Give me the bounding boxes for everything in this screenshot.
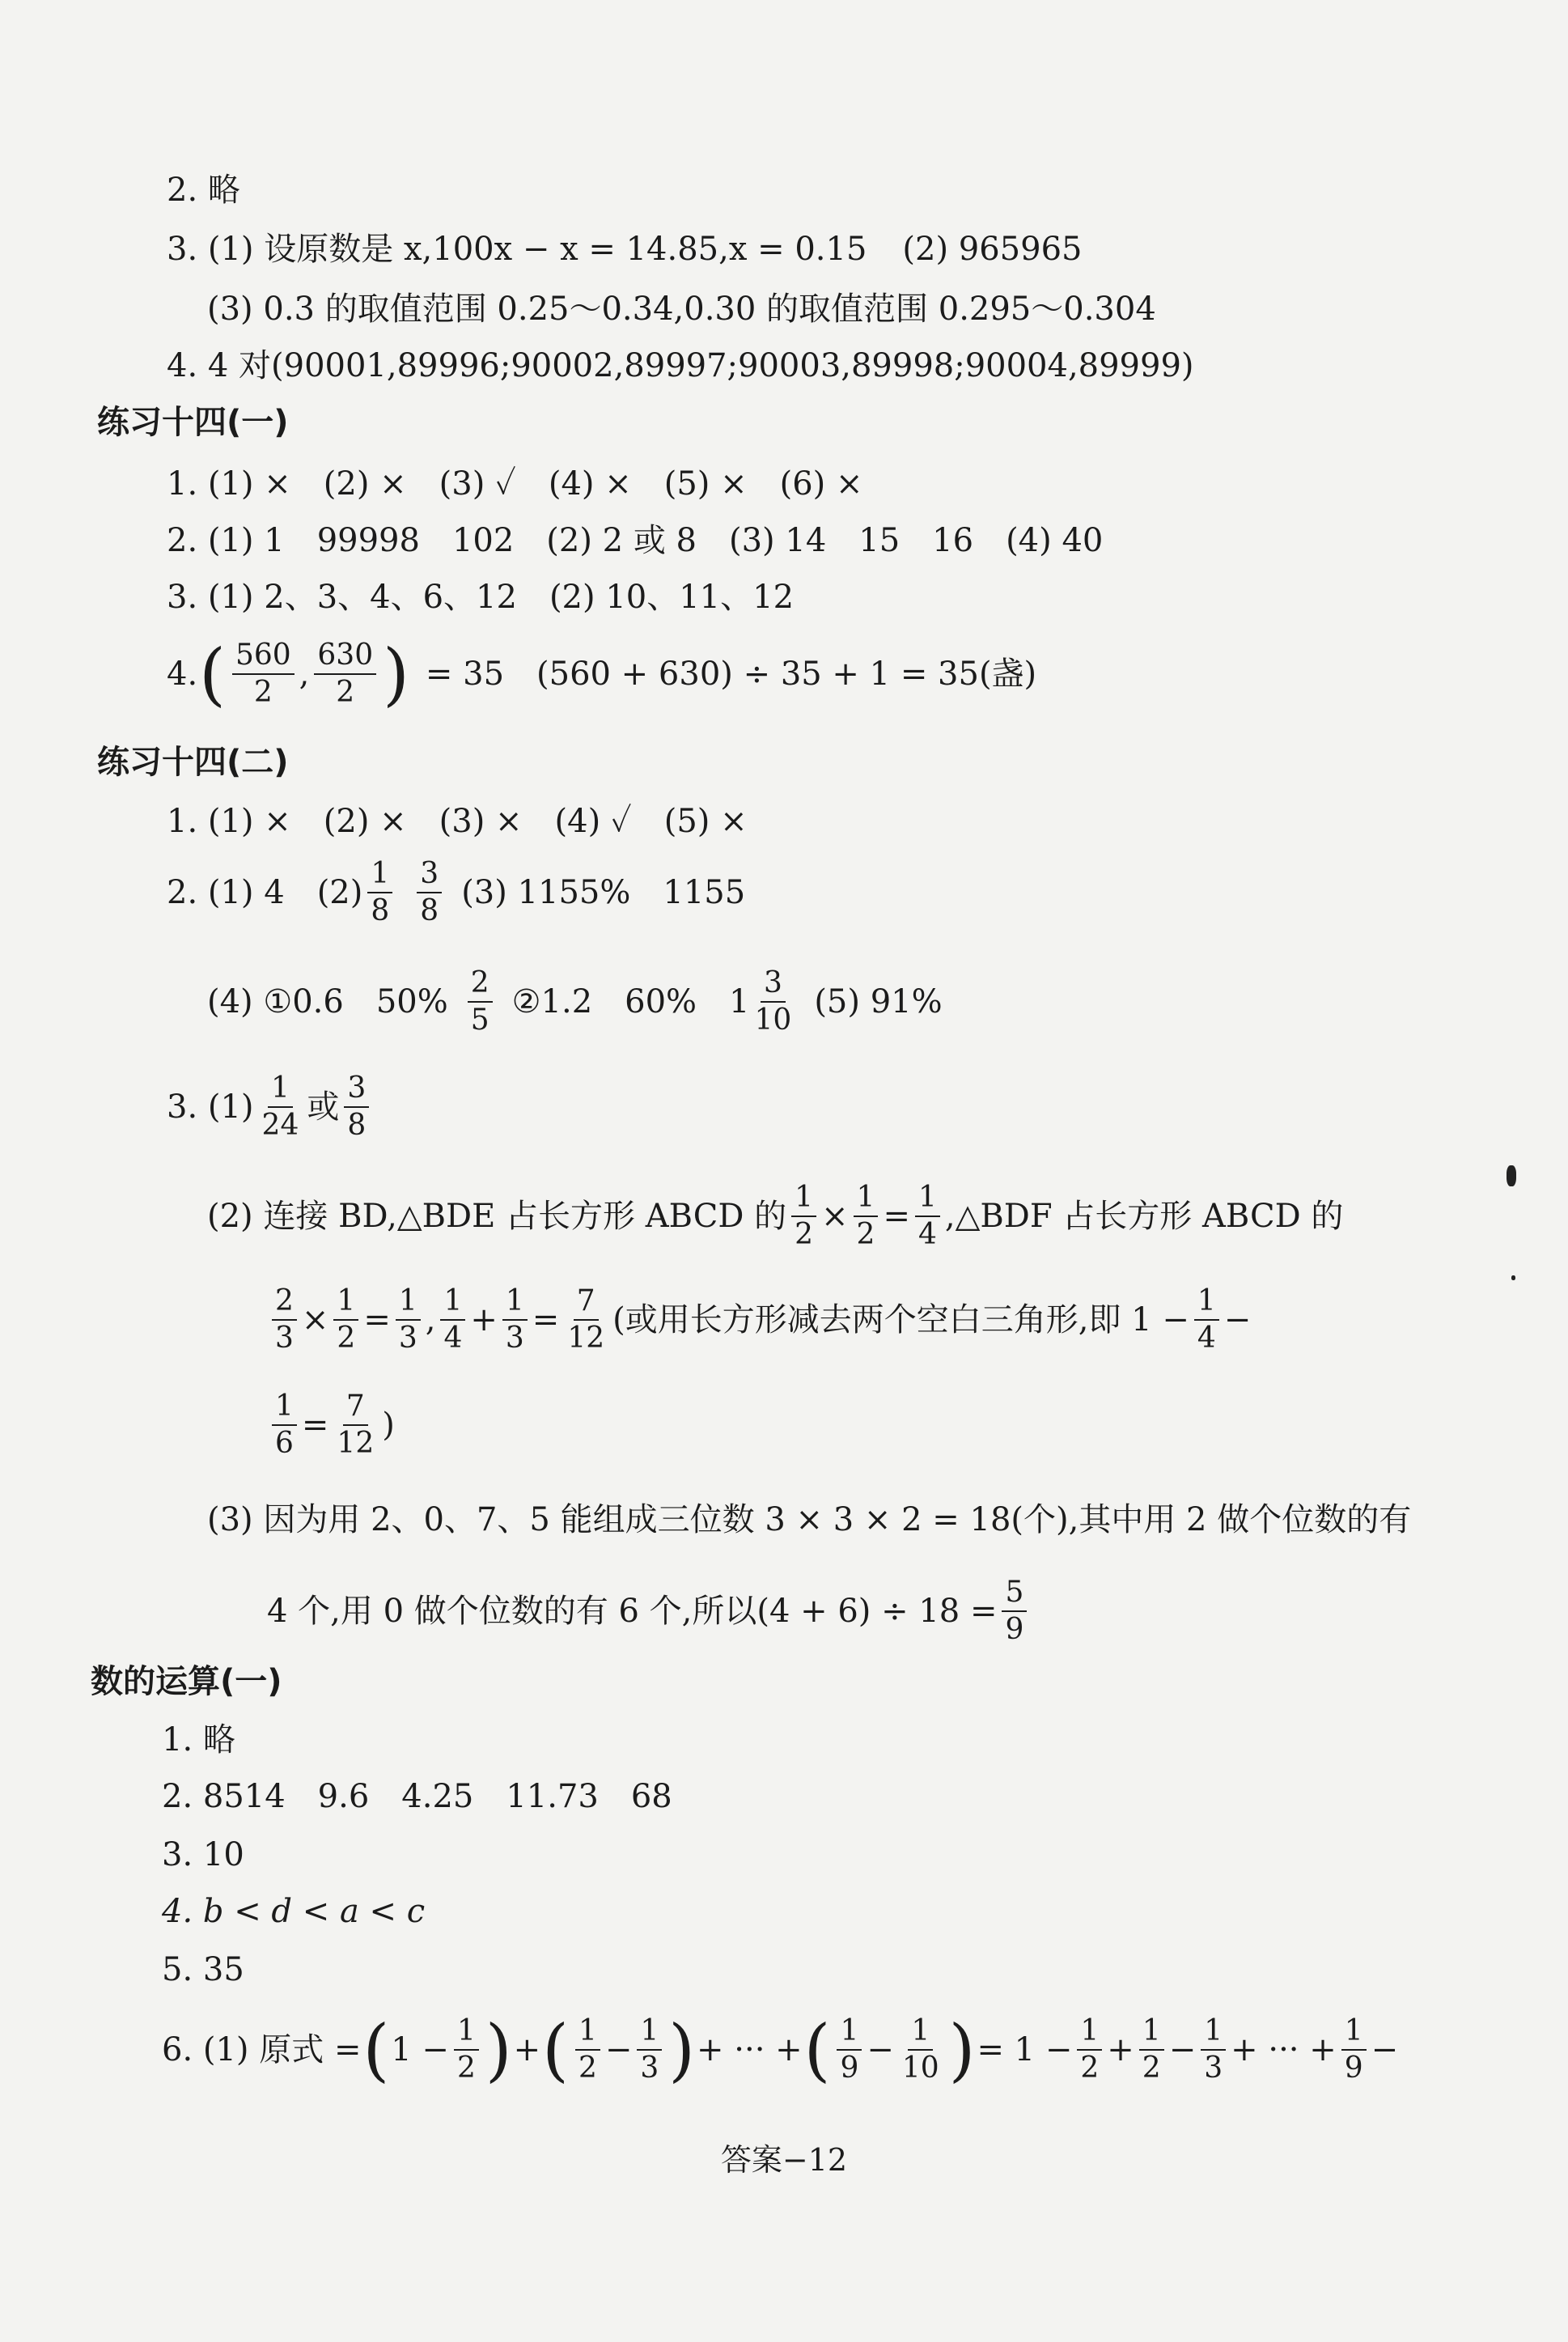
denominator: 8 [347,1109,367,1143]
q4-label: 4. [167,656,198,694]
denominator: 2 [456,2051,476,2085]
fraction [333,1390,377,1461]
fraction [1077,2015,1102,2085]
denominator: 9 [1344,2051,1363,2085]
ops-1-q2: 2. 8514 9.6 4.25 11.73 68 [162,1778,672,1815]
numerator: 1 [854,1182,879,1217]
ops-1-q4: 4. b < d < a < c [162,1893,426,1930]
equals-sign: = [883,1198,910,1236]
numerator: 1 [396,1285,421,1321]
q3-2-text-a: (2) 连接 BD,△BDE 占长方形 ABCD 的 [207,1198,787,1236]
q6-label: 6. (1) 原式 = [162,2031,362,2069]
numerator: 1 [1201,2015,1226,2051]
answer-item-3-part2: (2) 965965 [902,231,1083,268]
section-heading-ex14-1: 练习十四(一) [97,404,289,441]
right-paren: ) [485,2010,512,2090]
numerator: 1 [268,1072,293,1108]
comma: , [299,656,310,694]
left-paren: ( [542,2010,569,2090]
fraction [1194,1285,1219,1356]
denominator: 2 [1080,2051,1100,2085]
minus-sign: − [867,2031,894,2069]
fraction [791,1182,816,1252]
fraction [468,967,493,1037]
fraction [344,1072,369,1143]
q2-4-part-c: (5) 91% [814,983,943,1021]
ex14-1-q2: 2. (1) 1 99998 102 (2) 2 或 8 (3) 14 15 16 (4) 40 [167,522,1104,559]
numerator: 1 [272,1390,297,1426]
left-paren: ( [362,2010,390,2090]
page-footer-label: 答案−12 [720,2142,848,2178]
comma: , [425,1301,436,1339]
numerator: 1 [908,2015,933,2051]
numerator: 1 [791,1182,816,1217]
denominator: 4 [917,1218,937,1252]
numerator: 1 [1194,1285,1219,1321]
minus-sign: − [1168,2031,1197,2069]
fraction [1201,2015,1226,2085]
equals-sign: = [532,1301,560,1339]
q2-4-part-b: ②1.2 60% 1 [511,983,750,1021]
q3-2-text-b: ,△BDF 占长方形 ABCD 的 [944,1198,1344,1236]
denominator: 2 [337,1322,356,1356]
denominator: 3 [398,1322,417,1356]
numerator: 1 [575,2015,600,2051]
numerator: 3 [761,967,786,1003]
term-one-minus: 1 − [391,2031,449,2069]
denominator: 3 [505,1322,524,1356]
denominator: 3 [275,1322,294,1356]
answer-item-3-line1 [167,231,1083,268]
numerator: 3 [417,858,442,893]
ellipsis-plus: + ··· + [697,2031,803,2069]
q3-3-text: 4 个,用 0 做个位数的有 6 个,所以(4 + 6) ÷ 18 = [267,1593,998,1631]
fraction [272,1285,297,1356]
ex14-2-q2-4 [207,967,943,1037]
ops-1-q3: 3. 10 [162,1836,244,1873]
denominator: 12 [337,1427,375,1461]
numerator: 1 [333,1285,358,1321]
ex14-2-q3-2-line2 [267,1285,1251,1356]
denominator: 2 [1142,2051,1161,2085]
times-sign: × [821,1198,849,1236]
denominator: 8 [371,894,390,928]
numerator: 1 [367,858,392,893]
denominator: 4 [1197,1322,1216,1356]
ex14-2-q3-2-line1 [207,1182,1343,1252]
q2-part-b: (3) 1155% 1155 [461,874,746,912]
denominator: 10 [901,2051,939,2085]
fraction [637,2015,662,2085]
denominator: 8 [420,894,439,928]
ops-1-q5: 5. 35 [162,1951,244,1988]
denominator: 24 [261,1109,299,1143]
ex14-1-q1: 1. (1) × (2) × (3) ✓ (4) × (5) × (6) × [167,465,863,503]
denominator: 9 [1005,1613,1024,1647]
answer-item-3-line2: (3) 0.3 的取值范围 0.25～0.34,0.30 的取值范围 0.295～0.304 [207,291,1156,328]
fraction [854,1182,879,1252]
denominator: 2 [578,2051,597,2085]
ex14-2-q3-3-line2 [267,1576,1032,1647]
denominator: 3 [640,2051,659,2085]
plus-sign: + [513,2031,541,2069]
numerator: 5 [1002,1576,1027,1612]
left-paren: ( [803,2010,831,2090]
right-paren: ) [668,2010,696,2090]
fraction [752,967,795,1037]
fraction [899,2015,943,2085]
fraction [1139,2015,1164,2085]
numerator: 1 [454,2015,479,2051]
denominator: 2 [336,676,355,710]
section-heading-ex14-2: 练习十四(二) [97,744,289,781]
numerator: 3 [344,1072,369,1108]
answer-item-4: 4. 4 对(90001,89996;90002,89997;90003,89998;90004,89999) [167,347,1194,384]
q3-2-alt-text: (或用长方形减去两个空白三角形,即 1 − [612,1301,1189,1339]
denominator: 6 [275,1427,294,1461]
fraction [232,639,295,710]
denominator: 2 [253,676,273,710]
right-paren: ) [383,634,409,715]
plus-sign: + [470,1301,498,1339]
numerator: 1 [440,1285,465,1321]
denominator: 3 [1204,2051,1223,2085]
numerator: 7 [343,1390,368,1426]
ink-dot [1511,1275,1515,1280]
ex14-2-q3-3-line1: (3) 因为用 2、0、7、5 能组成三位数 3 × 3 × 2 = 18(个),其中用 2 做个位数的有 [207,1501,1412,1538]
fraction [440,1285,465,1356]
plus-sign: + [1107,2031,1134,2069]
trailing-minus: − [1371,2031,1399,2069]
fraction [272,1390,297,1461]
fraction [314,639,376,710]
numerator: 560 [232,639,295,675]
ellipsis-plus: + ··· + [1231,2031,1337,2069]
ink-mark [1507,1165,1516,1186]
ex14-2-q3-1 [167,1072,374,1143]
denominator: 10 [754,1003,792,1037]
denominator: 12 [567,1322,605,1356]
fraction [837,2015,862,2085]
denominator: 2 [856,1218,875,1252]
ex14-2-q1: 1. (1) × (2) × (3) × (4) ✓ (5) × [167,803,748,840]
fraction [333,1285,358,1356]
fraction [367,858,392,928]
numerator: 1 [837,2015,862,2051]
minus-sign: − [604,2031,633,2069]
minus-sign: − [1223,1301,1252,1339]
fraction [502,1285,528,1356]
ex14-2-q3-2-line3 [267,1390,395,1461]
equals-sign: = [363,1301,391,1339]
times-sign: × [301,1301,329,1339]
fraction [564,1285,608,1356]
q3-1-or: 或 [307,1088,340,1126]
numerator: 1 [1341,2015,1367,2051]
fraction [417,858,442,928]
section-heading-ops-1: 数的运算(一) [91,1663,282,1700]
fraction [1002,1576,1027,1647]
numerator: 1 [1139,2015,1164,2051]
fraction [396,1285,421,1356]
denominator: 2 [795,1218,814,1252]
numerator: 1 [915,1182,940,1217]
fraction [1341,2015,1367,2085]
fraction [454,2015,479,2085]
numerator: 630 [314,639,376,675]
close-paren: ) [382,1406,395,1445]
q2-part-a: 2. (1) 4 (2) [167,874,363,912]
numerator: 7 [574,1285,599,1321]
numerator: 2 [468,967,493,1003]
ex14-1-q3: 3. (1) 2、3、4、6、12 (2) 10、11、12 [167,579,795,616]
denominator: 5 [470,1003,489,1037]
fraction [259,1072,303,1143]
q4-rest: = 35 (560 + 630) ÷ 35 + 1 = 35(盏) [425,656,1037,694]
right-paren: ) [948,2010,976,2090]
fraction [575,2015,600,2085]
denominator: 9 [840,2051,859,2085]
ex14-2-q2 [167,858,745,928]
answer-item-3-part1: 3. (1) 设原数是 x,100x − x = 14.85,x = 0.15 [167,231,867,268]
answer-item-2: 2. 略 [167,172,240,209]
ops-1-q6 [162,2010,1399,2090]
numerator: 1 [637,2015,662,2051]
numerator: 2 [272,1285,297,1321]
left-paren: ( [199,634,226,715]
q3-1-label: 3. (1) [167,1088,254,1126]
ops-1-q1: 1. 略 [162,1721,235,1759]
numerator: 1 [502,1285,528,1321]
equals-one-minus: = 1 − [977,2031,1073,2069]
equals-sign: = [301,1406,329,1445]
q2-4-part-a: (4) ①0.6 50% [207,983,448,1021]
fraction [915,1182,940,1252]
ex14-1-q4 [167,634,1037,715]
denominator: 4 [443,1322,463,1356]
numerator: 1 [1077,2015,1102,2051]
